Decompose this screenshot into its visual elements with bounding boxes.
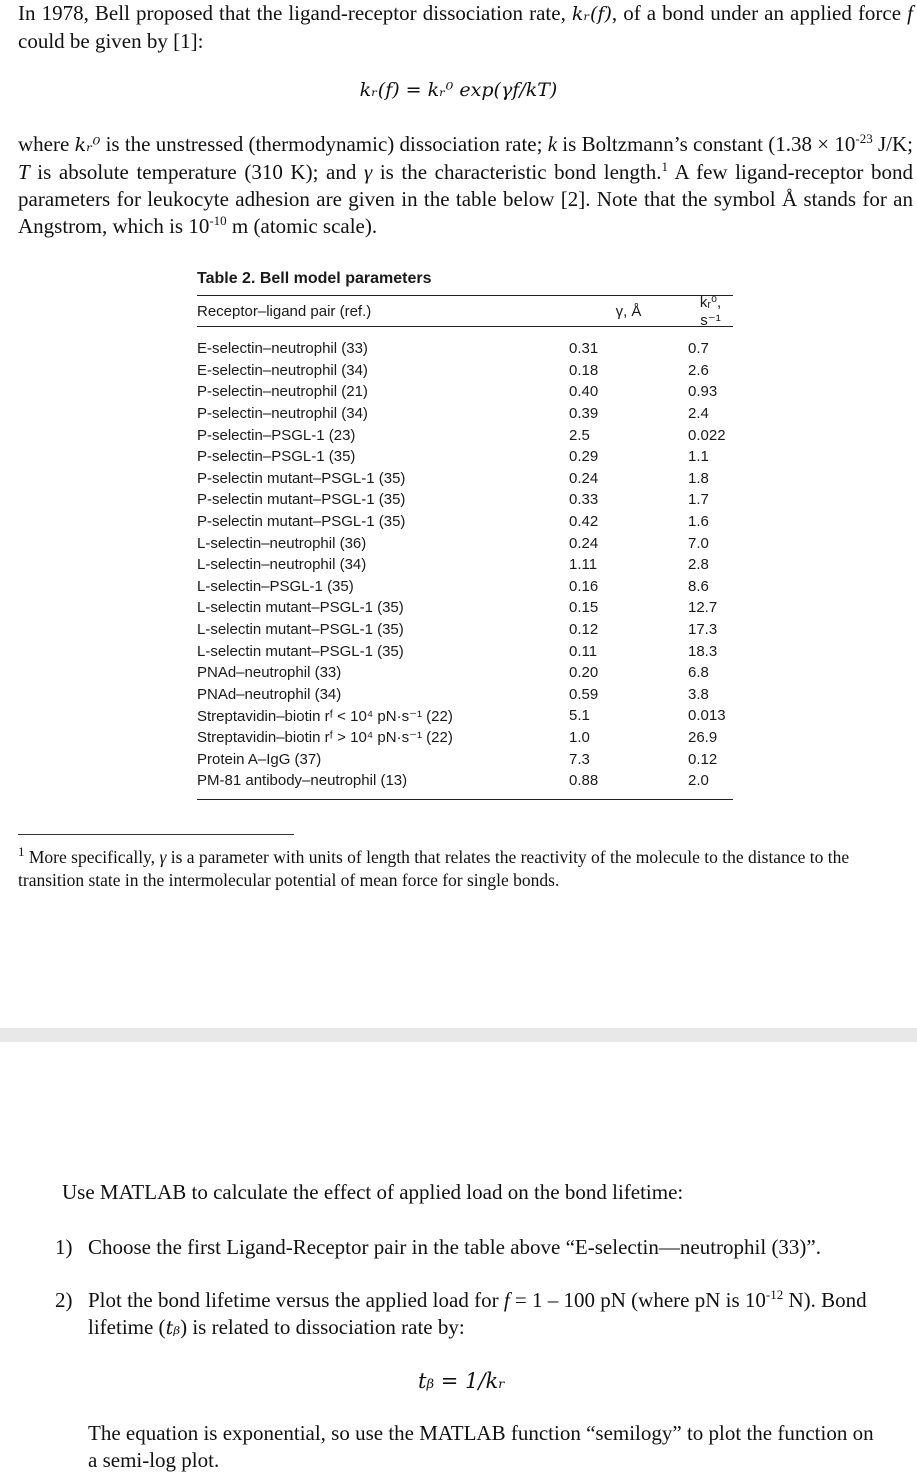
cell-kr0: 26.9 <box>688 728 718 746</box>
cell-pair: L-selectin mutant–PSGL-1 (35) <box>197 621 404 639</box>
cell-kr0: 0.013 <box>688 707 726 725</box>
cell-kr0: 17.3 <box>688 621 718 639</box>
table-row <box>197 446 733 468</box>
table-title: Table 2. Bell model parameters <box>197 270 432 287</box>
table-row <box>197 662 733 684</box>
cell-pair: PNAd–neutrophil (34) <box>197 685 342 703</box>
table-row <box>197 468 733 490</box>
cell-kr0: 2.4 <box>688 405 709 423</box>
table-row <box>197 424 733 446</box>
cell-pair: E-selectin–neutrophil (33) <box>197 340 368 358</box>
cell-pair: PM-81 antibody–neutrophil (13) <box>197 772 408 790</box>
cell-pair: P-selectin–PSGL-1 (23) <box>197 426 356 444</box>
closing-paragraph: The equation is exponential, so use the MATLAB function “semilogy” to plot the function on a semi-log plot. <box>88 1421 874 1472</box>
cell-gamma: 0.31 <box>569 340 599 358</box>
step-1-number: 1) <box>55 1235 73 1259</box>
cell-gamma: 0.16 <box>569 577 599 595</box>
symbol-kr-f: kᵣ(f) <box>571 3 612 25</box>
symbol-kr0: kᵣ⁰ <box>74 134 101 156</box>
cell-kr0: 3.8 <box>688 685 709 703</box>
cell-gamma: 7.3 <box>569 750 590 768</box>
header-gamma: γ, Å <box>615 302 642 320</box>
symbol-gamma-footnote: γ <box>159 847 167 867</box>
task-step-1 <box>55 1234 910 1261</box>
symbol-T: T <box>18 160 30 184</box>
cell-gamma: 5.1 <box>569 707 590 725</box>
cell-pair: P-selectin mutant–PSGL-1 (35) <box>197 513 406 531</box>
step-2-number: 2) <box>55 1288 73 1312</box>
cell-gamma: 0.24 <box>569 534 599 552</box>
bell-parameters-table <box>197 270 733 800</box>
cell-pair: P-selectin–neutrophil (34) <box>197 405 368 423</box>
footnote-rule <box>18 834 294 835</box>
cell-kr0: 0.93 <box>688 383 718 401</box>
table-body <box>197 327 733 799</box>
table-row <box>197 684 733 706</box>
header-pair: Receptor–ligand pair (ref.) <box>197 302 372 320</box>
lifetime-equation: tᵦ = 1/kᵣ <box>418 1369 506 1393</box>
cell-kr0: 0.022 <box>688 426 726 444</box>
table-row <box>197 338 733 360</box>
footnote-reference[interactable]: 1 <box>661 159 669 174</box>
cell-gamma: 0.18 <box>569 361 599 379</box>
footnote: $^1$ More specifically, γ is a parameter with units of length that relates the reactivity of the molecule to the distance to the transition state in the intermolecular potential of mean force for single bonds. <box>18 844 850 890</box>
task-intro: Use MATLAB to calculate the effect of applied load on the bond lifetime: <box>62 1180 684 1204</box>
cell-pair: L-selectin–neutrophil (34) <box>197 556 367 574</box>
table-row <box>197 640 733 662</box>
table-row <box>197 489 733 511</box>
cell-pair: P-selectin–PSGL-1 (35) <box>197 448 356 466</box>
cell-gamma: 0.40 <box>569 383 599 401</box>
cell-kr0: 1.6 <box>688 513 709 531</box>
cell-kr0: 0.7 <box>688 340 709 358</box>
cell-gamma: 0.42 <box>569 513 599 531</box>
cell-gamma: 0.39 <box>569 405 599 423</box>
task-step-2 <box>55 1287 910 1342</box>
cell-pair: Protein A–IgG (37) <box>197 750 322 768</box>
table-row <box>197 360 733 382</box>
symbol-f: f <box>907 1 913 25</box>
definitions-paragraph: where kᵣ⁰ is the unstressed (thermodynamic) dissociation rate; k is Boltzmann’s constant ($1.38 \times 10^{-23}$ J/K; T is absolute temperature (310 K); and γ is the characteristic bond length.$^1$ A few ligand-receptor bond parameters for leukocyte adhesion are given in the table below [2]. Note that the symbol Å stands for an Angstrom, which is $10^{-10}$ m (atomic scale). <box>18 131 914 238</box>
cell-gamma: 0.88 <box>569 772 599 790</box>
cell-kr0: 0.12 <box>688 750 718 768</box>
table-row <box>197 511 733 533</box>
cell-kr0: 1.1 <box>688 448 709 466</box>
table-row <box>197 727 733 749</box>
table-row <box>197 381 733 403</box>
table-header <box>197 294 733 329</box>
cell-pair: Streptavidin–biotin rᶠ < 10⁴ pN·s⁻¹ (22) <box>197 707 453 725</box>
cell-pair: L-selectin–neutrophil (36) <box>197 534 367 552</box>
step-1-text: Choose the first Ligand-Receptor pair in the table above “E-selectin—neutrophil (33)”. <box>88 1235 822 1259</box>
cell-pair: P-selectin mutant–PSGL-1 (35) <box>197 491 406 509</box>
cell-gamma: 0.15 <box>569 599 599 617</box>
symbol-tb: tᵦ <box>165 1317 181 1339</box>
cell-gamma: 0.24 <box>569 469 599 487</box>
cell-kr0: 2.6 <box>688 361 709 379</box>
cell-pair: Streptavidin–biotin rᶠ > 10⁴ pN·s⁻¹ (22) <box>197 729 453 747</box>
cell-gamma: 1.0 <box>569 728 590 746</box>
cell-kr0: 8.6 <box>688 577 709 595</box>
symbol-k: k <box>547 132 558 156</box>
cell-gamma: 0.59 <box>569 685 599 703</box>
table-row <box>197 748 733 770</box>
cell-pair: L-selectin mutant–PSGL-1 (35) <box>197 599 404 617</box>
cell-pair: L-selectin mutant–PSGL-1 (35) <box>197 642 404 660</box>
cell-pair: L-selectin–PSGL-1 (35) <box>197 577 354 595</box>
cell-kr0: 1.7 <box>688 491 709 509</box>
table-row <box>197 705 733 727</box>
cell-gamma: 0.20 <box>569 664 599 682</box>
cell-pair: P-selectin mutant–PSGL-1 (35) <box>197 469 406 487</box>
cell-pair: E-selectin–neutrophil (34) <box>197 361 368 379</box>
table-row <box>197 619 733 641</box>
table-row <box>197 554 733 576</box>
cell-pair: P-selectin–neutrophil (21) <box>197 383 368 401</box>
cell-gamma: 0.33 <box>569 491 599 509</box>
page-separator <box>0 1028 917 1042</box>
cell-kr0: 18.3 <box>688 642 718 660</box>
cell-gamma: 0.11 <box>569 642 598 660</box>
cell-gamma: 1.11 <box>569 556 598 574</box>
cell-kr0: 6.8 <box>688 664 709 682</box>
cell-kr0: 7.0 <box>688 534 709 552</box>
header-kr0: kᵣ⁰, s⁻¹ <box>699 294 722 329</box>
step-2-text: Plot the bond lifetime versus the applied load for f = 1 – 100 pN (where pN is $10^{-12}$ N). Bond lifetime (tᵦ) is related to dissociation rate by: <box>88 1287 867 1339</box>
cell-gamma: 2.5 <box>569 426 590 444</box>
symbol-gamma: γ <box>363 160 373 184</box>
symbol-f-step: f <box>503 1288 510 1312</box>
cell-kr0: 2.8 <box>688 556 709 574</box>
bell-equation: kᵣ(f) = kᵣ⁰ exp(γf/kT) <box>359 79 558 101</box>
cell-kr0: 2.0 <box>688 772 709 790</box>
table-row <box>197 597 733 619</box>
cell-gamma: 0.29 <box>569 448 599 466</box>
footnote-marker: 1 <box>18 844 25 860</box>
table-bottom-rule <box>197 799 733 800</box>
table-row <box>197 403 733 425</box>
intro-paragraph: In 1978, Bell proposed that the ligand-receptor dissociation rate, kᵣ(f), of a bond under an applied force f could be given by [1]: <box>18 1 913 53</box>
table-row <box>197 576 733 598</box>
cell-kr0: 12.7 <box>688 599 718 617</box>
cell-gamma: 0.12 <box>569 621 599 639</box>
table-row <box>197 532 733 554</box>
table-row <box>197 770 733 792</box>
cell-pair: PNAd–neutrophil (33) <box>197 664 342 682</box>
cell-kr0: 1.8 <box>688 469 709 487</box>
